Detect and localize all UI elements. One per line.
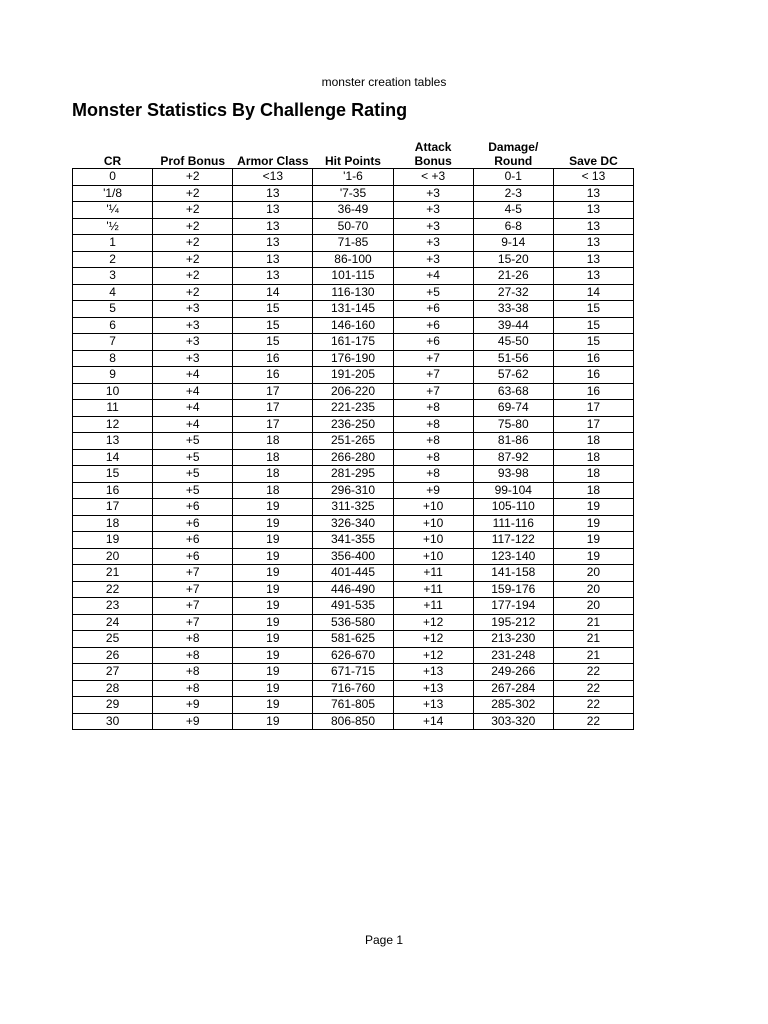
- table-row: [73, 251, 634, 268]
- table-cell: 626-670: [313, 647, 393, 664]
- table-cell: 20: [73, 548, 153, 565]
- table-cell: 18: [233, 482, 313, 499]
- table-cell: 177-194: [473, 598, 553, 615]
- table-cell: 4-5: [473, 202, 553, 219]
- table-cell: 131-145: [313, 301, 393, 318]
- table-cell: 21-26: [473, 268, 553, 285]
- column-header-line2: Bonus: [414, 154, 452, 168]
- table-cell: 86-100: [313, 251, 393, 268]
- table-row: [73, 466, 634, 483]
- table-cell: 21: [73, 565, 153, 582]
- table-cell: 18: [233, 433, 313, 450]
- table-cell: 11: [73, 400, 153, 417]
- table-row: [73, 515, 634, 532]
- table-cell: 285-302: [473, 697, 553, 714]
- table-cell: +2: [153, 251, 233, 268]
- table-cell: 14: [233, 284, 313, 301]
- table-cell: +10: [393, 548, 473, 565]
- table-row: [73, 202, 634, 219]
- table-cell: 117-122: [473, 532, 553, 549]
- table-cell: 16: [73, 482, 153, 499]
- table-cell: 19: [233, 631, 313, 648]
- table-cell: 24: [73, 614, 153, 631]
- table-cell: 13: [553, 251, 633, 268]
- table-row: [73, 499, 634, 516]
- table-cell: 18: [73, 515, 153, 532]
- table-cell: 13: [233, 235, 313, 252]
- table-row: [73, 400, 634, 417]
- table-cell: 267-284: [473, 680, 553, 697]
- table-cell: +11: [393, 598, 473, 615]
- table-cell: +6: [393, 334, 473, 351]
- table-cell: 13: [73, 433, 153, 450]
- column-header: [473, 136, 553, 169]
- table-cell: 213-230: [473, 631, 553, 648]
- table-cell: +8: [393, 416, 473, 433]
- column-header-line2: Hit Points: [324, 154, 381, 168]
- table-cell: +3: [393, 251, 473, 268]
- table-cell: +3: [393, 235, 473, 252]
- table-cell: +2: [153, 284, 233, 301]
- table-cell: +8: [153, 647, 233, 664]
- column-header-line2: Prof Bonus: [160, 154, 226, 168]
- column-header-line1: Damage/: [488, 140, 539, 154]
- table-row: [73, 301, 634, 318]
- table-row: [73, 548, 634, 565]
- table-cell: +3: [153, 350, 233, 367]
- table-cell: +2: [153, 218, 233, 235]
- table-cell: 30: [73, 713, 153, 730]
- table-cell: '1-6: [313, 169, 393, 186]
- table-cell: 19: [553, 532, 633, 549]
- table-row: [73, 647, 634, 664]
- table-cell: 671-715: [313, 664, 393, 681]
- table-cell: +9: [153, 697, 233, 714]
- table-cell: 25: [73, 631, 153, 648]
- table-cell: '1/8: [73, 185, 153, 202]
- table-cell: 251-265: [313, 433, 393, 450]
- table-cell: 17: [553, 416, 633, 433]
- table-cell: 27: [73, 664, 153, 681]
- table-cell: 18: [553, 433, 633, 450]
- table-cell: 63-68: [473, 383, 553, 400]
- table-cell: +5: [153, 433, 233, 450]
- table-cell: +12: [393, 631, 473, 648]
- table-cell: +4: [153, 400, 233, 417]
- table-cell: 23: [73, 598, 153, 615]
- table-cell: 356-400: [313, 548, 393, 565]
- table-cell: 16: [553, 383, 633, 400]
- table-cell: 22: [553, 713, 633, 730]
- table-cell: 296-310: [313, 482, 393, 499]
- table-row: [73, 680, 634, 697]
- table-cell: 19: [233, 680, 313, 697]
- table-cell: +7: [153, 598, 233, 615]
- table-cell: +2: [153, 169, 233, 186]
- table-cell: 21: [553, 614, 633, 631]
- table-cell: +6: [153, 532, 233, 549]
- table-row: [73, 185, 634, 202]
- table-row: [73, 449, 634, 466]
- table-cell: 75-80: [473, 416, 553, 433]
- table-cell: +8: [153, 631, 233, 648]
- column-header: [553, 136, 633, 169]
- table-cell: +6: [153, 499, 233, 516]
- table-cell: 19: [233, 499, 313, 516]
- column-header: [153, 136, 233, 169]
- table-cell: +3: [393, 185, 473, 202]
- table-cell: 22: [553, 664, 633, 681]
- table-cell: 9: [73, 367, 153, 384]
- table-cell: 13: [233, 218, 313, 235]
- table-cell: 19: [73, 532, 153, 549]
- table-cell: +3: [153, 334, 233, 351]
- table-cell: '7-35: [313, 185, 393, 202]
- table-cell: 10: [73, 383, 153, 400]
- table-cell: 39-44: [473, 317, 553, 334]
- table-cell: 716-760: [313, 680, 393, 697]
- table-cell: 18: [553, 466, 633, 483]
- table-cell: 15: [553, 301, 633, 318]
- table-cell: 221-235: [313, 400, 393, 417]
- page-footer: Page 1: [364, 933, 404, 947]
- table-cell: +6: [393, 317, 473, 334]
- table-cell: 14: [73, 449, 153, 466]
- table-cell: 19: [233, 664, 313, 681]
- table-cell: 19: [233, 515, 313, 532]
- table-cell: +7: [393, 367, 473, 384]
- table-cell: 29: [73, 697, 153, 714]
- column-header: [313, 136, 393, 169]
- table-cell: +8: [393, 466, 473, 483]
- table-cell: 13: [553, 235, 633, 252]
- table-cell: <13: [233, 169, 313, 186]
- table-cell: 13: [553, 202, 633, 219]
- table-cell: 81-86: [473, 433, 553, 450]
- table-cell: +10: [393, 499, 473, 516]
- page-header: monster creation tables: [321, 75, 447, 89]
- table-cell: 19: [233, 548, 313, 565]
- table-cell: +7: [393, 350, 473, 367]
- table-cell: 15: [233, 317, 313, 334]
- table-cell: 19: [233, 532, 313, 549]
- table-cell: 16: [553, 367, 633, 384]
- table-cell: 7: [73, 334, 153, 351]
- table-cell: 2: [73, 251, 153, 268]
- table-cell: +3: [393, 218, 473, 235]
- table-cell: 19: [233, 647, 313, 664]
- table-cell: 401-445: [313, 565, 393, 582]
- table-cell: 27-32: [473, 284, 553, 301]
- table-cell: 341-355: [313, 532, 393, 549]
- table-cell: 20: [553, 565, 633, 582]
- table-cell: 15: [553, 317, 633, 334]
- table-cell: 281-295: [313, 466, 393, 483]
- table-cell: +7: [393, 383, 473, 400]
- table-cell: '½: [73, 218, 153, 235]
- table-cell: 101-115: [313, 268, 393, 285]
- table-cell: 21: [553, 647, 633, 664]
- table-cell: +11: [393, 581, 473, 598]
- table-cell: 806-850: [313, 713, 393, 730]
- table-cell: +4: [153, 367, 233, 384]
- table-cell: 0-1: [473, 169, 553, 186]
- table-cell: 491-535: [313, 598, 393, 615]
- monster-stats-table: [72, 136, 634, 730]
- table-cell: +13: [393, 697, 473, 714]
- table-row: [73, 334, 634, 351]
- table-cell: +5: [153, 449, 233, 466]
- table-cell: 581-625: [313, 631, 393, 648]
- table-cell: 93-98: [473, 466, 553, 483]
- table-cell: +5: [153, 482, 233, 499]
- table-row: [73, 350, 634, 367]
- table-cell: +4: [153, 416, 233, 433]
- table-cell: +10: [393, 532, 473, 549]
- table-cell: 15: [233, 301, 313, 318]
- table-cell: 18: [233, 466, 313, 483]
- table-row: [73, 565, 634, 582]
- table-row: [73, 532, 634, 549]
- table-row: [73, 482, 634, 499]
- table-cell: 116-130: [313, 284, 393, 301]
- table-row: [73, 235, 634, 252]
- table-cell: 266-280: [313, 449, 393, 466]
- table-cell: 231-248: [473, 647, 553, 664]
- table-cell: +5: [153, 466, 233, 483]
- table-cell: 123-140: [473, 548, 553, 565]
- table-cell: +4: [393, 268, 473, 285]
- table-cell: 36-49: [313, 202, 393, 219]
- table-cell: 159-176: [473, 581, 553, 598]
- table-cell: 15: [73, 466, 153, 483]
- table-cell: 87-92: [473, 449, 553, 466]
- table-cell: 13: [233, 185, 313, 202]
- table-cell: 19: [233, 614, 313, 631]
- table-cell: 50-70: [313, 218, 393, 235]
- table-cell: +3: [153, 301, 233, 318]
- table-cell: 761-805: [313, 697, 393, 714]
- table-cell: +8: [393, 400, 473, 417]
- table-cell: 21: [553, 631, 633, 648]
- table-cell: 13: [553, 185, 633, 202]
- table-cell: 12: [73, 416, 153, 433]
- table-cell: 0: [73, 169, 153, 186]
- table-cell: 17: [73, 499, 153, 516]
- table-cell: 176-190: [313, 350, 393, 367]
- table-cell: 13: [553, 268, 633, 285]
- column-header-line2: CR: [103, 154, 122, 168]
- table-cell: +9: [153, 713, 233, 730]
- table-cell: +2: [153, 268, 233, 285]
- table-cell: 326-340: [313, 515, 393, 532]
- table-cell: 16: [553, 350, 633, 367]
- column-header-line1: Attack: [414, 140, 452, 154]
- column-header: [73, 136, 153, 169]
- table-cell: 19: [233, 697, 313, 714]
- table-cell: 57-62: [473, 367, 553, 384]
- table-cell: +2: [153, 235, 233, 252]
- table-cell: 19: [553, 499, 633, 516]
- table-cell: 16: [233, 350, 313, 367]
- table-row: [73, 631, 634, 648]
- table-cell: +6: [393, 301, 473, 318]
- table-cell: 71-85: [313, 235, 393, 252]
- table-cell: +8: [393, 449, 473, 466]
- table-cell: 249-266: [473, 664, 553, 681]
- table-cell: 1: [73, 235, 153, 252]
- table-cell: +3: [393, 202, 473, 219]
- table-cell: +8: [153, 680, 233, 697]
- table-cell: 446-490: [313, 581, 393, 598]
- table-cell: 8: [73, 350, 153, 367]
- table-row: [73, 268, 634, 285]
- page-title: Monster Statistics By Challenge Rating: [72, 100, 408, 120]
- table-cell: 17: [553, 400, 633, 417]
- table-cell: 13: [233, 202, 313, 219]
- table-row: [73, 614, 634, 631]
- table-cell: 19: [233, 713, 313, 730]
- table-cell: +8: [393, 433, 473, 450]
- table-cell: 18: [233, 449, 313, 466]
- table-row: [73, 284, 634, 301]
- table-cell: 17: [233, 416, 313, 433]
- table-cell: 19: [233, 598, 313, 615]
- table-cell: 18: [553, 449, 633, 466]
- table-cell: +10: [393, 515, 473, 532]
- table-cell: 13: [553, 218, 633, 235]
- table-row: [73, 598, 634, 615]
- table-cell: 146-160: [313, 317, 393, 334]
- table-body: [73, 169, 634, 730]
- table-cell: 14: [553, 284, 633, 301]
- table-cell: 15-20: [473, 251, 553, 268]
- table-cell: 16: [233, 367, 313, 384]
- table-cell: 45-50: [473, 334, 553, 351]
- table-cell: +12: [393, 614, 473, 631]
- table-row: [73, 218, 634, 235]
- table-cell: +7: [153, 565, 233, 582]
- table-row: [73, 713, 634, 730]
- table-row: [73, 581, 634, 598]
- table-cell: 311-325: [313, 499, 393, 516]
- table-cell: < 13: [553, 169, 633, 186]
- table-cell: +3: [153, 317, 233, 334]
- table-cell: 22: [553, 680, 633, 697]
- column-header: [393, 136, 473, 169]
- table-cell: 99-104: [473, 482, 553, 499]
- table-cell: 17: [233, 383, 313, 400]
- table-cell: +2: [153, 202, 233, 219]
- table-cell: +13: [393, 664, 473, 681]
- table-cell: 51-56: [473, 350, 553, 367]
- table-cell: 28: [73, 680, 153, 697]
- table-cell: 191-205: [313, 367, 393, 384]
- column-header-line2: Save DC: [569, 154, 618, 168]
- table-cell: +2: [153, 185, 233, 202]
- column-header-line2: Round: [494, 154, 533, 168]
- table-cell: 6: [73, 317, 153, 334]
- table-cell: 2-3: [473, 185, 553, 202]
- table-cell: +4: [153, 383, 233, 400]
- table-cell: 105-110: [473, 499, 553, 516]
- table-cell: +11: [393, 565, 473, 582]
- table-cell: 69-74: [473, 400, 553, 417]
- table-cell: 20: [553, 581, 633, 598]
- table-cell: 17: [233, 400, 313, 417]
- table-cell: 18: [553, 482, 633, 499]
- table-cell: 9-14: [473, 235, 553, 252]
- table-cell: 22: [73, 581, 153, 598]
- table-cell: 6-8: [473, 218, 553, 235]
- table-header-row: [73, 136, 634, 169]
- table-row: [73, 367, 634, 384]
- table-cell: 33-38: [473, 301, 553, 318]
- table-cell: +6: [153, 548, 233, 565]
- table-cell: 15: [233, 334, 313, 351]
- table-cell: +12: [393, 647, 473, 664]
- table-cell: 13: [233, 268, 313, 285]
- table-row: [73, 433, 634, 450]
- column-header: [233, 136, 313, 169]
- table-cell: 26: [73, 647, 153, 664]
- table-row: [73, 416, 634, 433]
- table-cell: 15: [553, 334, 633, 351]
- table-row: [73, 664, 634, 681]
- table-cell: 536-580: [313, 614, 393, 631]
- table-row: [73, 169, 634, 186]
- table-cell: 195-212: [473, 614, 553, 631]
- table-row: [73, 317, 634, 334]
- table-cell: 111-116: [473, 515, 553, 532]
- table-cell: 19: [233, 565, 313, 582]
- table-cell: +7: [153, 581, 233, 598]
- table-cell: 236-250: [313, 416, 393, 433]
- table-cell: +5: [393, 284, 473, 301]
- table-cell: 3: [73, 268, 153, 285]
- table-cell: '¼: [73, 202, 153, 219]
- table-cell: 19: [553, 548, 633, 565]
- table-cell: +13: [393, 680, 473, 697]
- table-cell: 22: [553, 697, 633, 714]
- table-cell: 206-220: [313, 383, 393, 400]
- table-cell: 13: [233, 251, 313, 268]
- table-cell: < +3: [393, 169, 473, 186]
- table-cell: 4: [73, 284, 153, 301]
- table-cell: 5: [73, 301, 153, 318]
- table-cell: 19: [233, 581, 313, 598]
- table-cell: 20: [553, 598, 633, 615]
- table-cell: +6: [153, 515, 233, 532]
- table-cell: 19: [553, 515, 633, 532]
- table-cell: 303-320: [473, 713, 553, 730]
- table-cell: +7: [153, 614, 233, 631]
- table-row: [73, 697, 634, 714]
- table-cell: +9: [393, 482, 473, 499]
- column-header-line2: Armor Class: [237, 154, 309, 168]
- table-cell: 161-175: [313, 334, 393, 351]
- table-cell: +8: [153, 664, 233, 681]
- table-cell: +14: [393, 713, 473, 730]
- table-cell: 141-158: [473, 565, 553, 582]
- table-row: [73, 383, 634, 400]
